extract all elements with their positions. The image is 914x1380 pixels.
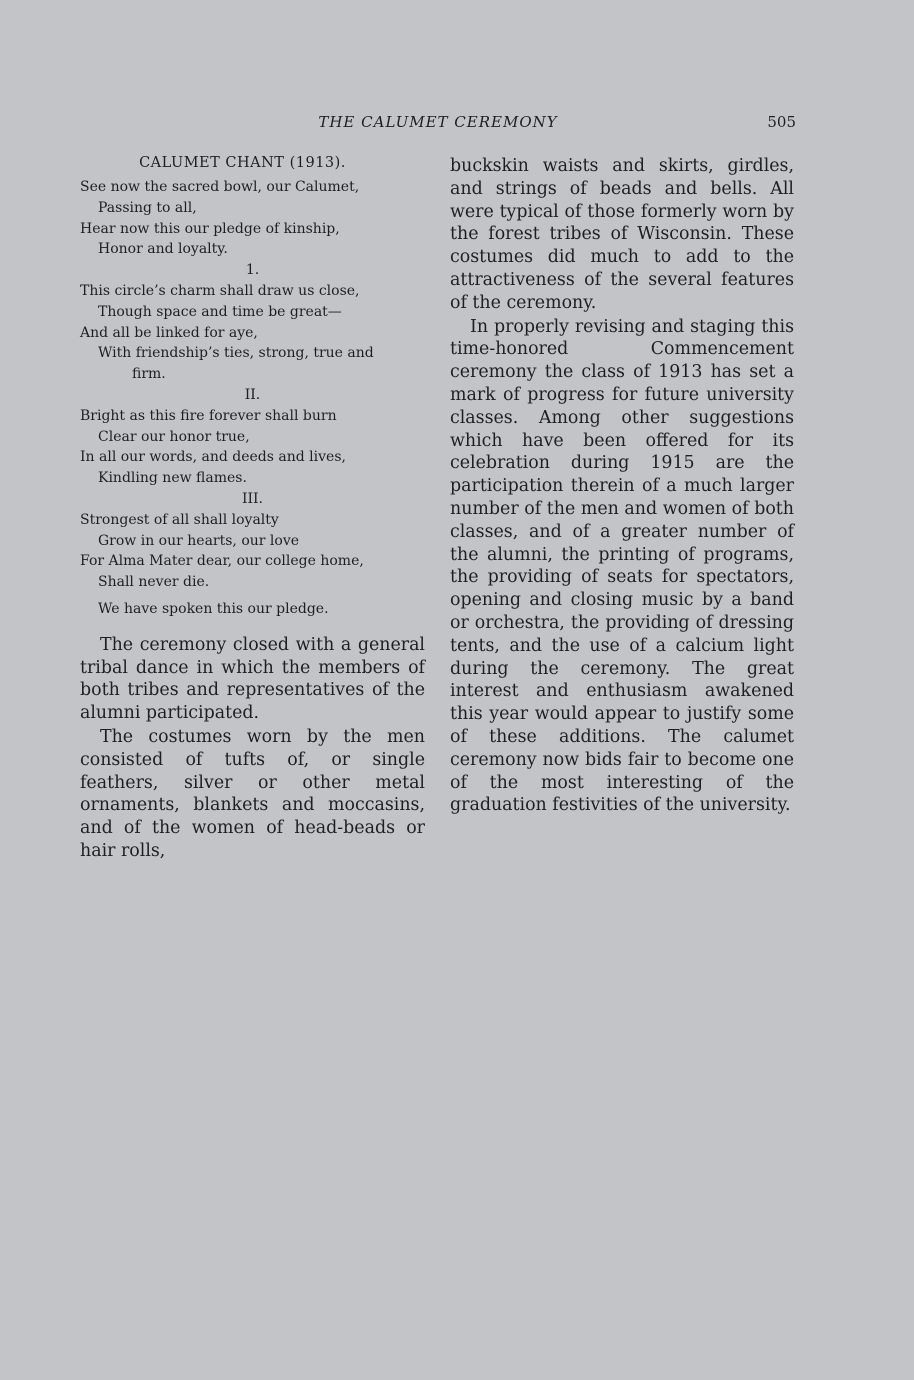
page-number: 505 — [767, 113, 796, 131]
poem-line: For Alma Mater dear, our college home, — [80, 553, 364, 570]
poem-line: See now the sacred bowl, our Calumet, — [80, 179, 360, 195]
running-head — [80, 113, 796, 137]
poem-line: Strongest of all shall loyalty — [80, 511, 279, 528]
poem-line: Passing to all, — [98, 199, 197, 216]
right-prose — [450, 155, 794, 817]
poem-line: With friendship’s ties, strong, true and — [98, 345, 374, 362]
poem-line: And all be linked for aye, — [80, 324, 258, 341]
poem-line: Kindling new flames. — [98, 470, 247, 487]
stanza-number: II. — [244, 386, 261, 403]
poem-line: In all our words, and deeds and lives, — [80, 449, 346, 466]
poem-line: Clear our honor true, — [98, 428, 250, 445]
left-column — [80, 155, 425, 863]
paragraph-costumes: The costumes worn by the men consisted of tufts of, or single feathers, silver or other metal ornaments, blankets and moccasins, and of the women of head-beads or hair rolls, — [80, 726, 425, 861]
stanza-number: 1. — [245, 262, 260, 279]
right-column — [450, 155, 794, 817]
running-title: THE CALUMET CEREMONY — [318, 113, 558, 131]
poem-line: Grow in our hearts, our love — [98, 532, 300, 549]
stanza-number: III. — [241, 490, 264, 507]
poem-line: Shall never die. — [98, 574, 210, 591]
left-prose — [80, 634, 425, 863]
paragraph-revising-staging: In properly revising and staging this time-honored Commencement ceremony the class of 1913 has set a mark of progress for future university classes. Among other suggestions which have been offered for its celebration during 1915 are the participation therein of a much larger number of the men and women of both classes, and of a greater number of the alumni, the printing of programs, the providing of seats for spectators, opening and closing music by a band or orchestra, the providing of dressing tents, and the use of a calcium light during the ceremony. The great interest and enthusiasm awakened this year would appear to justify some of these additions. The calumet ceremony now bids fair to become one of the most interesting of the graduation festivities of the university. — [450, 316, 794, 816]
poem-line: Hear now this our pledge of kinship, — [80, 220, 340, 237]
poem-line: This circle’s charm shall draw us close, — [80, 282, 360, 299]
poem-title: CALUMET CHANT (1913). — [139, 155, 346, 171]
poem-closing: We have spoken this our pledge. — [98, 600, 329, 617]
poem — [80, 177, 425, 620]
poem-line: Bright as this fire forever shall burn — [80, 407, 337, 424]
paragraph-ceremony-closed: The ceremony closed with a general tribal dance in which the members of both tribes and representatives of the alumni participated. — [80, 634, 425, 724]
poem-line: Honor and loyalty. — [98, 241, 228, 258]
poem-line: Though space and time be great— — [98, 303, 342, 320]
poem-line: firm. — [132, 366, 166, 383]
paragraph-costumes-continued: buckskin waists and skirts, girdles, and strings of beads and bells. All were typical of those formerly worn by the forest tribes of Wisconsin. These costumes did much to add to the attractiveness of the several features of the ceremony. — [450, 156, 794, 313]
